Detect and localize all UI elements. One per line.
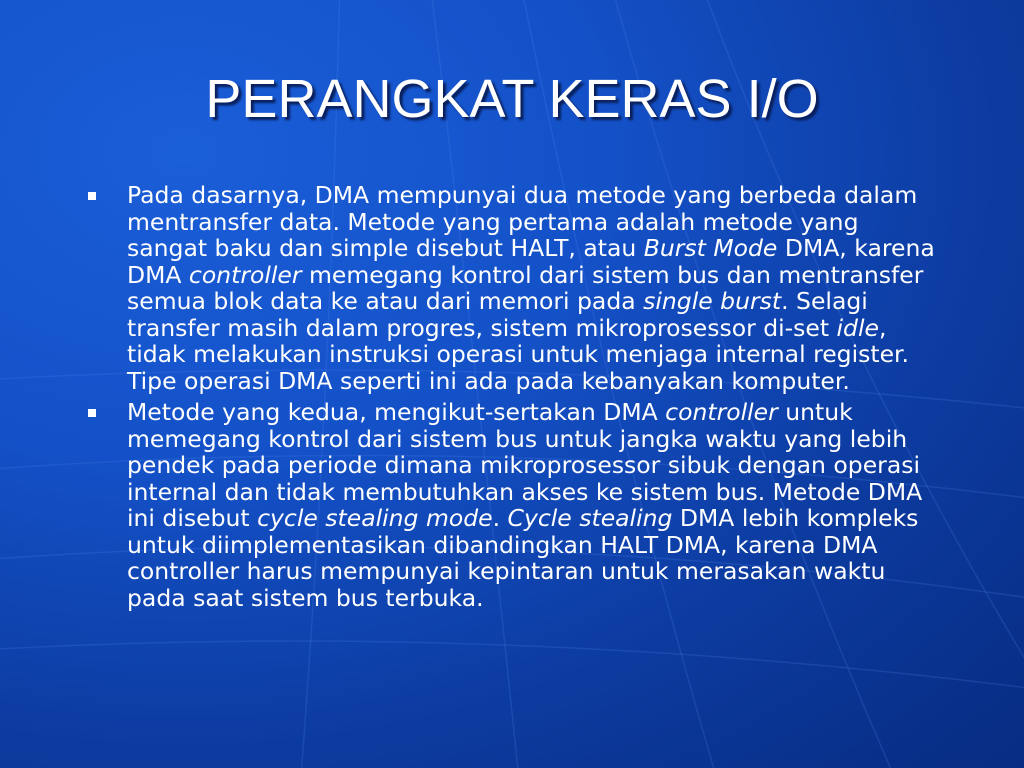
slide-title: PERANGKAT KERAS I/O bbox=[205, 69, 819, 129]
square-bullet-icon bbox=[88, 409, 96, 417]
bullet-text: Metode yang kedua, mengikut-sertakan DMA controller untuk memegang kontrol dari sistem bus untuk jangka waktu yang lebih pendek pada periode dimana mikroprosessor sibuk dengan operasi internal dan tidak membutuhkan akses ke sistem bus. Metode DMA ini disebut cycle stealing mode. Cycle stealing DMA lebih kompleks untuk diimplementasikan dibandingkan HALT DMA, karena DMA controller harus mempunyai kepintaran untuk merasakan waktu pada saat sistem bus terbuka. bbox=[127, 398, 923, 612]
bullet-text: Pada dasarnya, DMA mempunyai dua metode yang berbeda dalam mentransfer data. Metode yang pertama adalah metode yang sangat baku dan simple disebut HALT, atau Burst Mode DMA, karena DMA controller memegang kontrol dari sistem bus dan mentransfer semua blok data ke atau dari memori pada single burst. Selagi transfer masih dalam progres, sistem mikroprosessor di-set idle, tidak melakukan instruksi operasi untuk menjaga internal register. Tipe operasi DMA seperti ini ada pada kebanyakan komputer. bbox=[127, 181, 935, 395]
bullet-item bbox=[86, 182, 946, 394]
square-bullet-icon bbox=[88, 192, 96, 200]
bullet-list bbox=[86, 182, 946, 616]
bullet-item bbox=[86, 399, 946, 611]
